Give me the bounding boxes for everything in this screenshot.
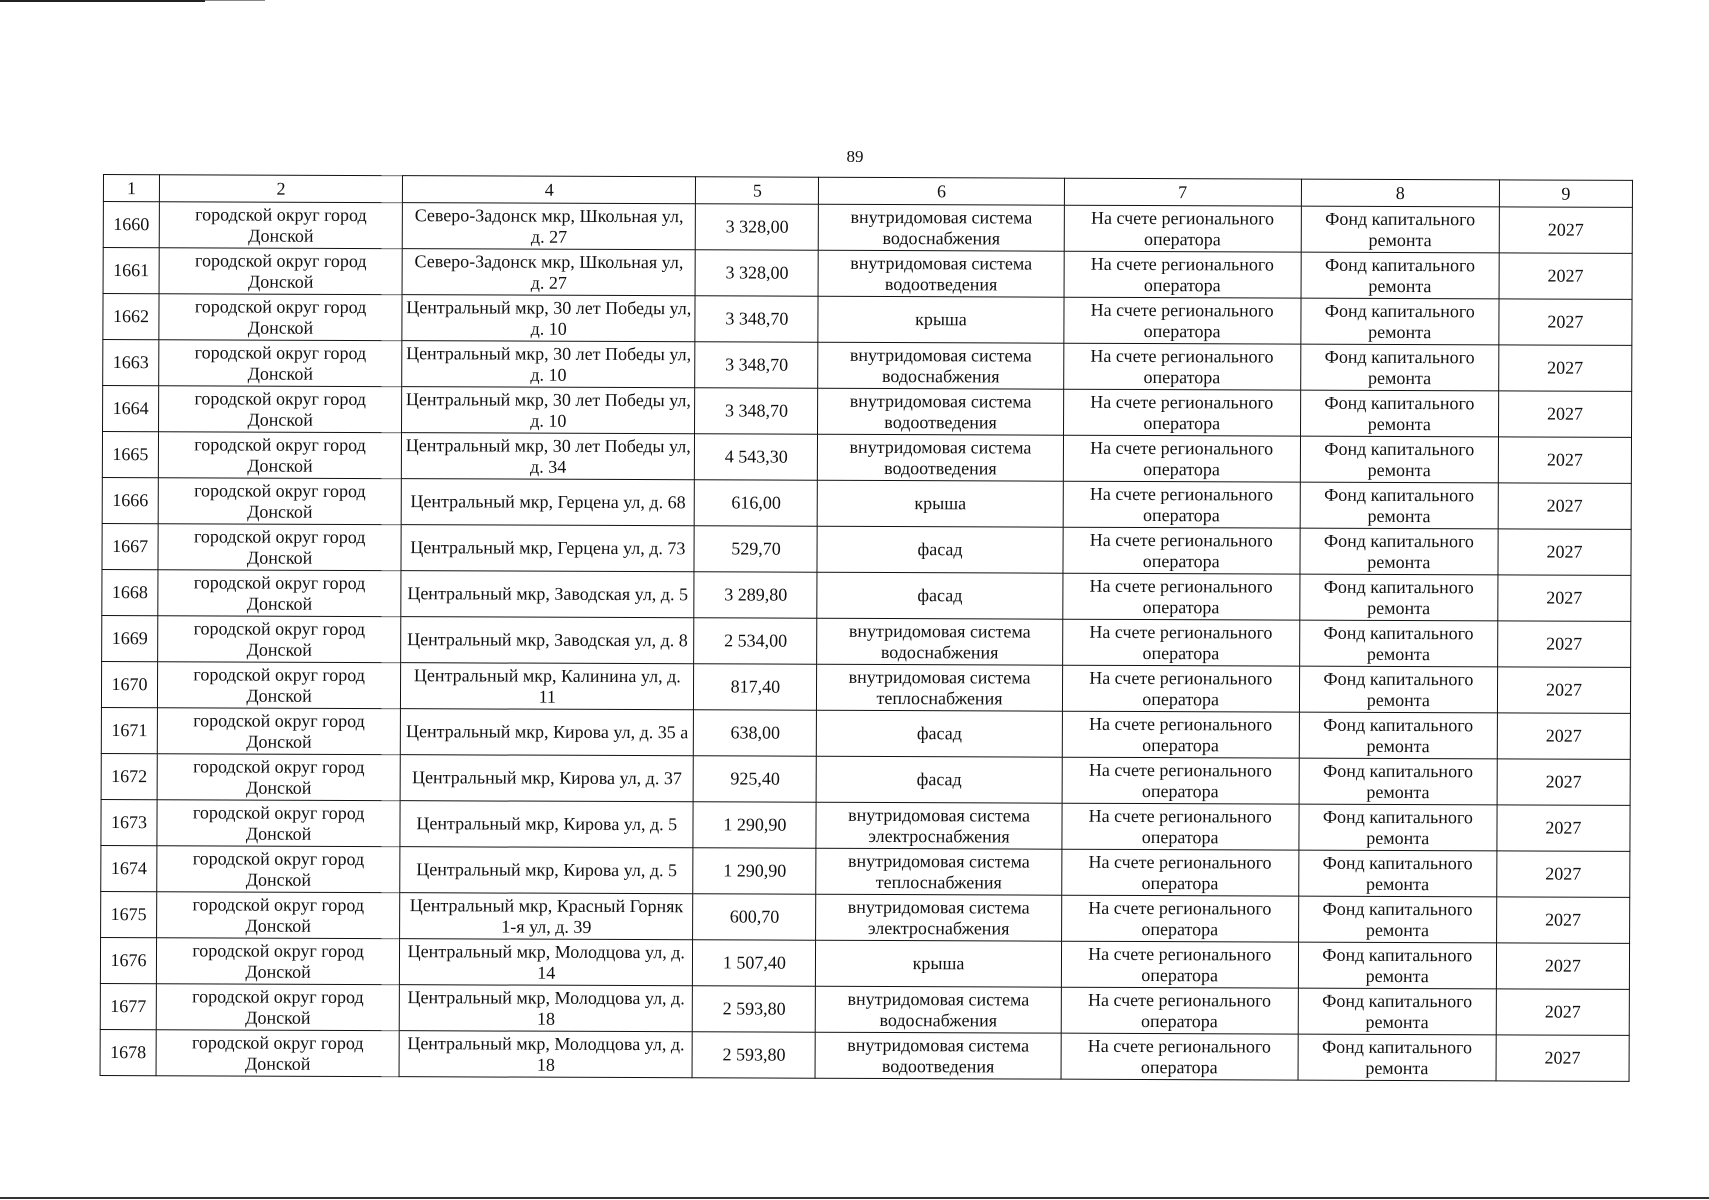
work-type-cell: внутридомовая система водоснабжения — [818, 342, 1063, 389]
funding-source-cell: Фонд капитального ремонта — [1300, 344, 1498, 391]
work-type-cell: фасад — [817, 526, 1062, 573]
municipality-cell: городской округ город Донской — [158, 616, 401, 663]
year-cell: 2027 — [1497, 713, 1630, 760]
work-type-cell: внутридомовая система теплоснабжения — [816, 848, 1061, 895]
year-cell: 2027 — [1497, 759, 1630, 806]
funding-source-cell: Фонд капитального ремонта — [1299, 666, 1497, 713]
funding-source-cell: Фонд капитального ремонта — [1298, 896, 1496, 943]
municipality-cell: городской округ город Донской — [156, 984, 399, 1031]
address-cell: Центральный мкр, Герцена ул, д. 68 — [401, 479, 694, 526]
funding-source-cell: Фонд капитального ремонта — [1299, 804, 1497, 851]
work-type-cell: внутридомовая система водоотведения — [818, 250, 1063, 297]
fund-account-cell: На счете регионального оператора — [1062, 665, 1299, 712]
address-cell: Центральный мкр, Кирова ул, д. 5 — [400, 847, 693, 894]
work-type-cell: крыша — [816, 940, 1061, 987]
year-cell: 2027 — [1499, 253, 1632, 300]
funding-source-cell: Фонд капитального ремонта — [1301, 206, 1499, 253]
table-row — [101, 707, 1630, 759]
area-cell: 925,40 — [693, 756, 816, 802]
row-number-cell: 1666 — [102, 477, 158, 523]
area-cell: 1 290,90 — [693, 848, 816, 894]
area-cell: 1 507,40 — [693, 940, 816, 986]
table-row — [102, 523, 1631, 575]
fund-account-cell: На счете регионального оператора — [1062, 711, 1299, 758]
work-type-cell: внутридомовая система водоотведения — [815, 1032, 1060, 1079]
table-row — [102, 477, 1631, 529]
fund-account-cell: На счете регионального оператора — [1064, 205, 1301, 252]
year-cell: 2027 — [1496, 943, 1629, 990]
funding-source-cell: Фонд капитального ремонта — [1298, 942, 1496, 989]
funding-source-cell: Фонд капитального ремонта — [1300, 436, 1498, 483]
table-row — [100, 937, 1629, 989]
address-cell: Центральный мкр, Кирова ул, д. 5 — [400, 801, 693, 848]
column-header: 8 — [1301, 179, 1499, 207]
row-number-cell: 1664 — [103, 386, 159, 432]
funding-source-cell: Фонд капитального ремонта — [1298, 988, 1496, 1035]
address-cell: Центральный мкр, 30 лет Победы ул, д. 34 — [402, 433, 695, 480]
area-cell: 1 290,90 — [693, 802, 816, 848]
row-number-cell: 1670 — [101, 661, 157, 707]
address-cell: Центральный мкр, 30 лет Победы ул, д. 10 — [402, 387, 695, 434]
year-cell: 2027 — [1497, 805, 1630, 852]
year-cell: 2027 — [1498, 483, 1631, 530]
municipality-cell: городской округ город Донской — [157, 754, 400, 801]
address-cell: Северо-Задонск мкр, Школьная ул, д. 27 — [402, 203, 695, 250]
municipality-cell: городской округ город Донской — [158, 432, 401, 479]
table-row — [103, 386, 1632, 438]
year-cell: 2027 — [1496, 1035, 1629, 1082]
row-number-cell: 1675 — [101, 891, 157, 937]
municipality-cell: городской округ город Донской — [156, 938, 399, 985]
year-cell: 2027 — [1499, 207, 1632, 254]
fund-account-cell: На счете регионального оператора — [1061, 895, 1298, 942]
row-number-cell: 1671 — [101, 707, 157, 753]
scan-edge-line — [0, 1197, 1709, 1199]
municipality-cell: городской округ город Донской — [156, 1030, 399, 1077]
table-row — [103, 248, 1632, 300]
year-cell: 2027 — [1497, 851, 1630, 898]
municipality-cell: городской округ город Донской — [158, 570, 401, 617]
area-cell: 4 543,30 — [695, 434, 818, 480]
repair-schedule-table — [100, 174, 1633, 1082]
table-row — [103, 294, 1632, 346]
municipality-cell: городской округ город Донской — [159, 386, 402, 433]
column-header: 9 — [1499, 180, 1632, 208]
area-cell: 600,70 — [693, 894, 816, 940]
fund-account-cell: На счете регионального оператора — [1062, 619, 1299, 666]
fund-account-cell: На счете регионального оператора — [1063, 389, 1300, 436]
row-number-cell: 1662 — [103, 294, 159, 340]
page-number: 89 — [846, 147, 864, 166]
column-header: 1 — [103, 175, 159, 202]
area-cell: 616,00 — [695, 480, 818, 526]
row-number-cell: 1668 — [102, 569, 158, 615]
address-cell: Центральный мкр, 30 лет Победы ул, д. 10 — [402, 341, 695, 388]
fund-account-cell: На счете регионального оператора — [1063, 481, 1300, 528]
address-cell: Центральный мкр, Кирова ул, д. 37 — [400, 755, 693, 802]
municipality-cell: городской округ город Донской — [159, 340, 402, 387]
funding-source-cell: Фонд капитального ремонта — [1299, 712, 1497, 759]
work-type-cell: фасад — [817, 710, 1062, 757]
fund-account-cell: На счете регионального оператора — [1061, 849, 1298, 896]
table-body — [100, 202, 1632, 1082]
scan-edge-line — [0, 0, 205, 2]
year-cell: 2027 — [1497, 667, 1630, 714]
year-cell: 2027 — [1498, 529, 1631, 576]
funding-source-cell: Фонд капитального ремонта — [1300, 482, 1498, 529]
fund-account-cell: На счете регионального оператора — [1062, 573, 1299, 620]
area-cell: 638,00 — [694, 710, 817, 756]
table-row — [101, 845, 1630, 897]
row-number-cell: 1661 — [103, 248, 159, 294]
municipality-cell: городской округ город Донской — [158, 524, 401, 571]
year-cell: 2027 — [1499, 299, 1632, 346]
table-row — [101, 661, 1630, 713]
row-number-cell: 1667 — [102, 523, 158, 569]
area-cell: 2 593,80 — [693, 986, 816, 1032]
work-type-cell: внутридомовая система электроснабжения — [816, 894, 1061, 941]
area-cell: 3 348,70 — [695, 388, 818, 434]
area-cell: 3 348,70 — [695, 296, 818, 342]
address-cell: Центральный мкр, Заводская ул, д. 8 — [401, 617, 694, 664]
fund-account-cell: На счете регионального оператора — [1062, 757, 1299, 804]
column-header: 5 — [696, 177, 819, 204]
fund-account-cell: На счете регионального оператора — [1063, 527, 1300, 574]
address-cell: Центральный мкр, 30 лет Победы ул, д. 10 — [402, 295, 695, 342]
table-row — [101, 753, 1630, 805]
year-cell: 2027 — [1498, 575, 1631, 622]
area-cell: 529,70 — [694, 526, 817, 572]
column-header: 2 — [159, 175, 402, 203]
year-cell: 2027 — [1497, 621, 1630, 668]
row-number-cell: 1660 — [103, 202, 159, 248]
table-row — [103, 340, 1632, 392]
row-number-cell: 1676 — [100, 937, 156, 983]
area-cell: 3 289,80 — [694, 572, 817, 618]
municipality-cell: городской округ город Донской — [159, 294, 402, 341]
work-type-cell: внутридомовая система водоотведения — [818, 388, 1063, 435]
work-type-cell: внутридомовая система теплоснабжения — [817, 664, 1062, 711]
row-number-cell: 1669 — [102, 615, 158, 661]
funding-source-cell: Фонд капитального ремонта — [1300, 390, 1498, 437]
fund-account-cell: На счете регионального оператора — [1064, 251, 1301, 298]
fund-account-cell: На счете регионального оператора — [1063, 343, 1300, 390]
area-cell: 3 348,70 — [695, 342, 818, 388]
fund-account-cell: На счете регионального оператора — [1061, 1033, 1298, 1080]
work-type-cell: фасад — [817, 572, 1062, 619]
fund-account-cell: На счете регионального оператора — [1063, 297, 1300, 344]
column-header: 4 — [403, 176, 696, 204]
work-type-cell: крыша — [818, 296, 1063, 343]
fund-account-cell: На счете регионального оператора — [1062, 803, 1299, 850]
address-cell: Центральный мкр, Молодцова ул, д. 18 — [399, 1031, 692, 1078]
row-number-cell: 1665 — [102, 432, 158, 478]
work-type-cell: фасад — [817, 756, 1062, 803]
municipality-cell: городской округ город Донской — [157, 662, 400, 709]
column-header: 6 — [819, 177, 1064, 205]
table-row — [101, 891, 1630, 943]
municipality-cell: городской округ город Донской — [157, 892, 400, 939]
row-number-cell: 1678 — [100, 1029, 156, 1075]
row-number-cell: 1672 — [101, 753, 157, 799]
table-row — [101, 799, 1630, 851]
address-cell: Центральный мкр, Заводская ул, д. 5 — [401, 571, 694, 618]
funding-source-cell: Фонд капитального ремонта — [1299, 620, 1497, 667]
area-cell: 3 328,00 — [695, 250, 818, 296]
funding-source-cell: Фонд капитального ремонта — [1298, 850, 1496, 897]
address-cell: Центральный мкр, Красный Горняк 1-я ул, д. 39 — [400, 893, 693, 940]
area-cell: 2 534,00 — [694, 618, 817, 664]
year-cell: 2027 — [1496, 989, 1629, 1036]
address-cell: Центральный мкр, Молодцова ул, д. 14 — [400, 939, 693, 986]
funding-source-cell: Фонд капитального ремонта — [1301, 298, 1499, 345]
municipality-cell: городской округ город Донской — [159, 248, 402, 295]
table-row — [100, 1029, 1629, 1081]
municipality-cell: городской округ город Донской — [157, 800, 400, 847]
municipality-cell: городской округ город Донской — [157, 846, 400, 893]
funding-source-cell: Фонд капитального ремонта — [1300, 574, 1498, 621]
municipality-cell: городской округ город Донской — [159, 202, 402, 249]
year-cell: 2027 — [1499, 345, 1632, 392]
row-number-cell: 1674 — [101, 845, 157, 891]
area-cell: 3 328,00 — [696, 204, 819, 250]
fund-account-cell: На счете регионального оператора — [1063, 435, 1300, 482]
column-header: 7 — [1064, 178, 1301, 206]
table-row — [102, 615, 1631, 667]
row-number-cell: 1663 — [103, 340, 159, 386]
year-cell: 2027 — [1496, 897, 1629, 944]
funding-source-cell: Фонд капитального ремонта — [1300, 528, 1498, 575]
address-cell: Центральный мкр, Кирова ул, д. 35 а — [400, 709, 693, 756]
work-type-cell: внутридомовая система водоснабжения — [816, 986, 1061, 1033]
funding-source-cell: Фонд капитального ремонта — [1301, 252, 1499, 299]
table-row — [102, 432, 1631, 484]
address-cell: Северо-Задонск мкр, Школьная ул, д. 27 — [402, 249, 695, 296]
work-type-cell: внутридомовая система водоотведения — [818, 434, 1063, 481]
fund-account-cell: На счете регионального оператора — [1061, 987, 1298, 1034]
address-cell: Центральный мкр, Молодцова ул, д. 18 — [399, 985, 692, 1032]
row-number-cell: 1673 — [101, 799, 157, 845]
funding-source-cell: Фонд капитального ремонта — [1299, 758, 1497, 805]
year-cell: 2027 — [1498, 437, 1631, 484]
work-type-cell: крыша — [818, 480, 1063, 527]
work-type-cell: внутридомовая система электроснабжения — [816, 802, 1061, 849]
work-type-cell: внутридомовая система водоснабжения — [819, 204, 1064, 251]
address-cell: Центральный мкр, Герцена ул, д. 73 — [401, 525, 694, 572]
address-cell: Центральный мкр, Калинина ул, д. 11 — [401, 663, 694, 710]
table-row — [100, 983, 1629, 1035]
table-row — [102, 569, 1631, 621]
area-cell: 2 593,80 — [692, 1032, 815, 1078]
area-cell: 817,40 — [694, 664, 817, 710]
row-number-cell: 1677 — [100, 983, 156, 1029]
funding-source-cell: Фонд капитального ремонта — [1298, 1034, 1496, 1081]
municipality-cell: городской округ город Донской — [158, 478, 401, 525]
year-cell: 2027 — [1498, 391, 1631, 438]
scan-edge-line — [205, 0, 265, 1]
table-row — [103, 202, 1632, 254]
municipality-cell: городской округ город Донской — [157, 708, 400, 755]
fund-account-cell: На счете регионального оператора — [1061, 941, 1298, 988]
work-type-cell: внутридомовая система водоснабжения — [817, 618, 1062, 665]
